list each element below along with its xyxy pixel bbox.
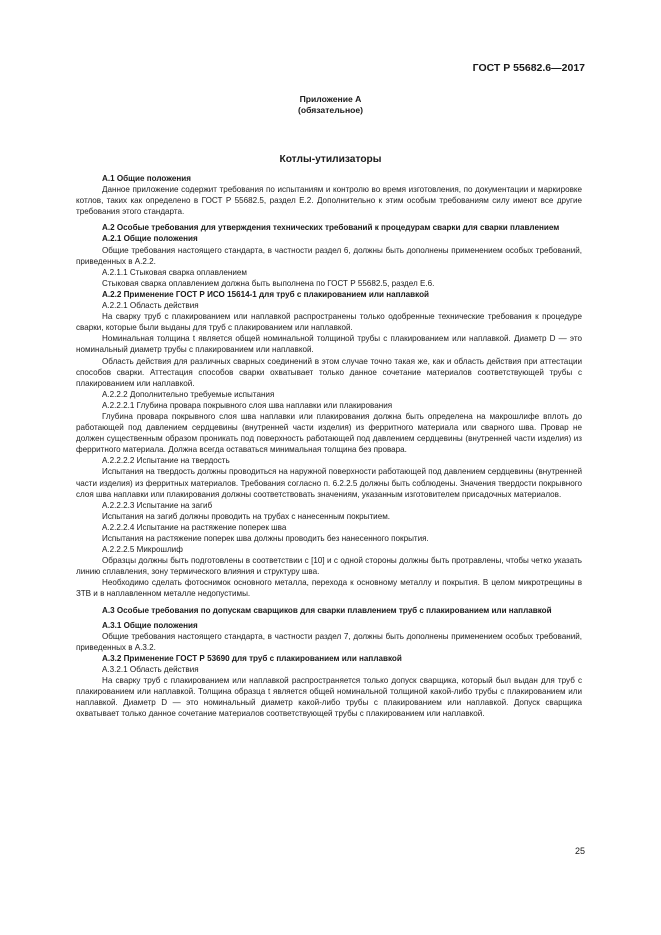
paragraph: А.2 Особые требования для утверждения технических требований к процедурам сварки для сварки плавлением <box>102 223 560 233</box>
doc-header: ГОСТ Р 55682.6—2017 <box>472 62 585 74</box>
paragraph: Общие требования настоящего стандарта, в частности раздел 7, должны быть дополнены применением особых требований, приведенных в А.3.2. <box>76 631 582 652</box>
paragraph: На сварку труб с плакированием или наплавкой распространяется только допуск сварщика, который был выдан для труб с плакированием или наплавкой. Толщина образца t является общей номинальной толщиной какой-либо трубы с плакированием или наплавкой. Диаметр D — это номинальный диаметр какой-либо трубы с плакированием или наплавкой. Допуск сварщика охватывает только данное сочетание материалов соответствующей трубы с плакированием или наплавкой. <box>76 676 582 719</box>
chapter-title: Котлы-утилизаторы <box>279 154 382 165</box>
paragraph: На сварку труб с плакированием или наплавкой распространены только одобренные технические требования к процедуре сварки, которые были выданы для труб с плакированием или наплавкой. <box>76 312 582 333</box>
paragraph: Испытания на загиб должны проводить на трубах с нанесенным покрытием. <box>102 511 391 521</box>
paragraph: Образцы должны быть подготовлены в соответствии с [10] и с одной стороны должны быть протравлены, чтобы четко указать линию сплавления, зону термического влияния и структуру шва. <box>76 556 582 577</box>
paragraph: А.3 Особые требования по допускам сварщиков для сварки плавлением труб с плакированием или наплавкой <box>102 605 552 615</box>
paragraph: А.2.1.1 Стыковая сварка оплавлением <box>102 267 247 277</box>
appendix-title: Приложение А <box>299 94 362 104</box>
paragraph: А.2.2.2.4 Испытание на растяжение поперек шва <box>102 522 287 532</box>
paragraph: А.2.2 Применение ГОСТ Р ИСО 15614-1 для труб с плакированием или наплавкой <box>102 289 430 299</box>
paragraph: Номинальная толщина t является общей номинальной толщиной трубы с плакированием или наплавкой. Диаметр D — это номинальный диаметр трубы с плакированием или наплавкой. <box>76 334 582 355</box>
paragraph: А.2.2.2.2 Испытание на твердость <box>102 456 230 466</box>
paragraph: Область действия для различных сварных соединений в этом случае точно такая же, как и область действия при аттестации способов сварки. Аттестация способов сварки охватывает только данное сочетание материалов соответствующей трубы с плакированием или наплавкой. <box>76 356 582 388</box>
paragraph: А.2.2.2.3 Испытание на загиб <box>102 500 213 510</box>
paragraph: А.2.2.2 Дополнительно требуемые испытания <box>102 389 275 399</box>
paragraph: А.1 Общие положения <box>102 174 191 183</box>
appendix-subtitle: (обязательное) <box>297 105 364 115</box>
paragraph: Глубина провара покрывного слоя шва наплавки или плакирования должна быть определена на макрошлифе вплоть до работающей под давлением сердцевины (внутренней части изделия) из ферритного материала или сварного шва. Провар не должен существенным образом проникать под поверхность работающей под давлением сердцевины (внутренней части изделия) из ферритного материала. Должна всегда оставаться минимальная толщина без провара. <box>76 411 582 455</box>
page-number: 25 <box>574 846 585 856</box>
paragraph: Испытания на растяжение поперек шва должны проводить без нанесенного покрытия. <box>102 534 429 543</box>
paragraph: Необходимо сделать фотоснимок основного металла, перехода к основному металлу и покрытия. В целом микротрещины в ЗТВ и в наплавленном металле недопустимы. <box>76 578 582 599</box>
paragraph: Данное приложение содержит требования по испытаниям и контролю во время изготовления, по документации и маркировке котлов, таких как определено в ГОСТ Р 55682.5, раздел Е.2. Дополнительно к этим особым требованиям силу имеют все другие требования этого стандарта. <box>76 185 582 217</box>
paragraph: Испытания на твердость должны проводиться на наружной поверхности работающей под давлением сердцевины (внутренней части изделия) из ферритных материалов. Требования согласно п. 6.2.2.5 должны быть соблюдены. Значения твердости покрывного слоя шва наплавки или плакирования должны соответствовать значениям, указанным изготовителем присадочных материалов. <box>76 467 582 499</box>
paragraph: Общие требования настоящего стандарта, в частности раздел 6, должны быть дополнены применением особых требований, приведенных в А.2.2. <box>76 245 582 266</box>
paragraph: А.2.2.2.5 Микрошлиф <box>102 545 183 555</box>
paragraph: А.2.2.1 Область действия <box>102 301 199 311</box>
paragraph: А.2.1 Общие положения <box>102 234 198 244</box>
paragraph: А.2.2.2.1 Глубина провара покрывного слоя шва наплавки или плакирования <box>102 400 393 410</box>
document-body <box>76 173 582 720</box>
paragraph: А.3.2.1 Область действия <box>102 665 199 675</box>
paragraph: А.3.2 Применение ГОСТ Р 53690 для труб с плакированием или наплавкой <box>102 653 402 663</box>
paragraph: Стыковая сварка оплавлением должна быть выполнена по ГОСТ Р 55682.5, раздел Е.6. <box>102 278 435 288</box>
paragraph: А.3.1 Общие положения <box>102 620 198 630</box>
